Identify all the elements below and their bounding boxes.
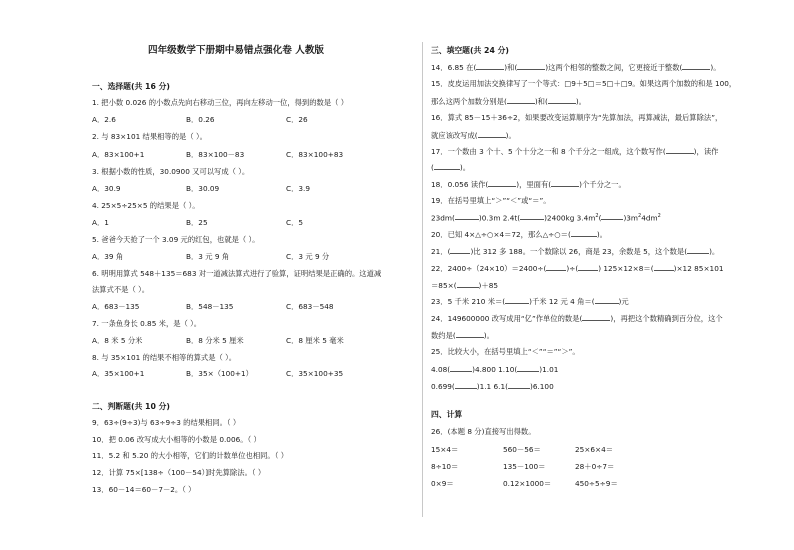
- calc-26: 26．(本题 8 分)直接写出得数。: [431, 427, 536, 436]
- calc-item: 560－56＝: [503, 445, 541, 454]
- option-6c: C．683－548: [286, 302, 334, 311]
- section-true-false: 二、判断题(共 10 分): [92, 402, 170, 411]
- judge-10: 10．把 0.06 改写成大小相等的小数是 0.006。（ ）: [92, 435, 261, 444]
- question-1: 1. 把小数 0.026 的小数点先向右移动三位，再向左移动一位，得到的数是（ ）: [92, 98, 349, 107]
- question-5: 5. 爸爸今天抢了一个 3.09 元的红包，也就是（ ）。: [92, 235, 260, 244]
- option-5b: B．3 元 9 角: [186, 252, 230, 261]
- judge-13: 13．60－14＝60－7－2。（ ）: [92, 485, 196, 494]
- judge-12: 12．计算 75×[138÷（100－54）]时先算除法。（ ）: [92, 468, 266, 477]
- option-7b: B．8 分米 5 厘米: [186, 336, 244, 345]
- judge-11: 11．5.2 和 5.20 的大小相等，它们的计数单位也相同。（ ）: [92, 451, 288, 460]
- question-2: 2. 与 83×101 结果相等的是（ ）。: [92, 132, 207, 141]
- fill-17-cont: ( )。: [431, 163, 471, 172]
- calc-item: 15×4＝: [431, 445, 459, 454]
- option-2c: C．83×100+83: [286, 150, 344, 159]
- option-5c: C．3 元 9 分: [286, 252, 330, 261]
- fill-19: 19．在括号里填上“＞”“＜”或“＝”。: [431, 196, 551, 205]
- section-multiple-choice: 一、选择题(共 16 分): [92, 82, 170, 91]
- option-1b: B．0.26: [186, 115, 215, 124]
- option-8b: B．35×（100+1）: [186, 369, 253, 378]
- column-divider: [422, 42, 423, 517]
- calc-item: 0.12×1000＝: [503, 479, 552, 488]
- option-1a: A．2.6: [92, 115, 116, 124]
- section-fill-blank: 三、填空题(共 24 分): [431, 46, 509, 55]
- fill-17: 17．一个数由 3 个十、5 个十分之一和 8 个千分之一组成，这个数写作( )，读作: [431, 147, 719, 156]
- calc-item: 135－100＝: [503, 462, 546, 471]
- question-6: 6. 明明用算式 548＋135＝683 对一道减法算式进行了验算，证明结果是正确的。这道减: [92, 269, 382, 278]
- fill-15: 15．皮皮运用加法交换律写了一个等式：□9＋5□＝5□＋□9。如果这两个加数的和是 100，: [431, 79, 737, 88]
- option-7c: C．8 厘米 5 毫米: [286, 336, 344, 345]
- fill-16-cont: 就应该改写成( )。: [431, 131, 516, 140]
- fill-21: 21．( )比 312 多 188。一个数除以 26，商是 23，余数是 5，这个数是( )。: [431, 247, 720, 256]
- fill-25-row1: 4.08( )4.800 1.10( )1.01: [431, 365, 559, 374]
- calc-item: 8÷10＝: [431, 462, 459, 471]
- judge-9: 9．63÷(9÷3)与 63÷9÷3 的结果相同。（ ）: [92, 418, 241, 427]
- fill-18: 18．0.056 读作( )，里面有( )个千分之一。: [431, 180, 626, 189]
- fill-24-cont: 数约是( )。: [431, 331, 494, 340]
- option-8c: C．35×100+35: [286, 369, 344, 378]
- calc-item: 450÷5÷9＝: [575, 479, 618, 488]
- calc-item: 0×9＝: [431, 479, 454, 488]
- option-6b: B．548－135: [186, 302, 234, 311]
- option-2b: B．83×100－83: [186, 150, 245, 159]
- question-6-cont: 法算式不是（ ）。: [92, 285, 150, 294]
- option-4a: A．1: [92, 218, 109, 227]
- option-7a: A．8 米 5 分米: [92, 336, 143, 345]
- fill-15-cont: 那么这两个加数分别是( )和( )。: [431, 97, 586, 106]
- question-8: 8. 与 35×101 的结果不相等的算式是（ ）。: [92, 353, 237, 362]
- fill-14: 14．6.85 在( )和( )这两个相邻的整数之间，它更接近于整数( )。: [431, 63, 721, 72]
- fill-24: 24．149600000 改写成用“亿”作单位的数是( )，再把这个数精确到百分位，这个: [431, 314, 723, 323]
- fill-16: 16．算式 85－15＋36÷2，如果要改变运算顺序为“先算加法，再算减法，最后算除法”，: [431, 113, 723, 122]
- calc-item: 25×6×4＝: [575, 445, 614, 454]
- option-2a: A．83×100+1: [92, 150, 145, 159]
- fill-22: 22．2400÷（24×10）＝2400÷( )÷( ) 125×12×8＝( )×12 85×101: [431, 264, 724, 273]
- option-8a: A．35×100+1: [92, 369, 145, 378]
- option-3b: B．30.09: [186, 184, 220, 193]
- question-7: 7. 一条鱼身长 0.85 米，是（ ）。: [92, 319, 202, 328]
- option-4b: B．25: [186, 218, 208, 227]
- section-calculation: 四、计算: [431, 410, 463, 419]
- option-4c: C．5: [286, 218, 304, 227]
- option-3c: C．3.9: [286, 184, 310, 193]
- option-1c: C．26: [286, 115, 308, 124]
- question-3: 3. 根据小数的性质，30.0900 又可以写成（ ）。: [92, 167, 250, 176]
- fill-25-row2: 0.699( )1.1 6.1( )6.100: [431, 382, 554, 391]
- fill-19-items: 23dm( )0.3m 2.4t( )2400kg $3.4m^2$( )$3m^24dm^2$: [431, 213, 661, 223]
- fill-20: 20．已知 4×△÷○×4＝72，那么△÷○＝( )。: [431, 230, 607, 239]
- fill-23: 23．5 千米 210 米＝( )千米 12 元 4 角＝( )元: [431, 297, 629, 306]
- calc-item: 28＋0÷7＝: [575, 462, 615, 471]
- fill-25: 25．比较大小，在括号里填上“＜”“＝”“＞”。: [431, 347, 580, 356]
- page-title: 四年级数学下册期中易错点强化卷 人教版: [148, 45, 325, 56]
- option-6a: A．683－135: [92, 302, 140, 311]
- fill-22-cont: ＝85×( )＋85: [431, 281, 498, 290]
- option-3a: A．30.9: [92, 184, 121, 193]
- option-5a: A．39 角: [92, 252, 124, 261]
- question-4: 4. 25×5÷25×5 的结果是（ ）。: [92, 201, 200, 210]
